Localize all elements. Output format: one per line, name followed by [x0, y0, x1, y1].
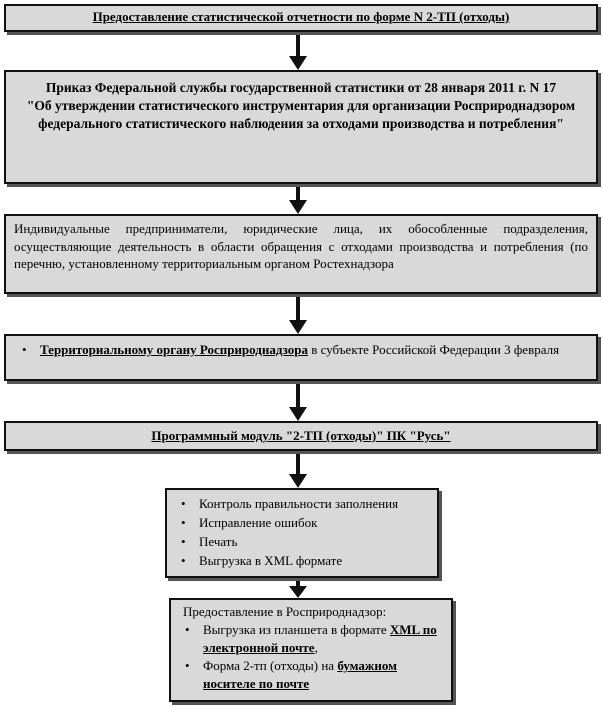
list-item [16, 341, 586, 359]
reporting-entities-text: Индивидуальные предприниматели, юридические лица, их обособленные подразделения, осуществляющие деятельность в области обращения с отходами производства и потребления (по перечню, установленному территориальным органом Ростехнадзора [14, 221, 588, 271]
list-item: • Исправление ошибок [175, 513, 429, 532]
submission-deadline: в субъекте Российской Федерации 3 февраля [307, 342, 560, 357]
report-form-box [4, 4, 598, 32]
submission-heading: Предоставление в Росприроднадзор: [183, 604, 387, 619]
module-functions-list [175, 494, 429, 570]
software-module-box [4, 421, 598, 451]
arrow-4 [289, 383, 307, 421]
submission-methods-box [169, 598, 453, 702]
list-item: • Контроль правильности заполнения [175, 494, 429, 513]
software-module-title: Программный модуль "2-ТП (отходы)" ПК "Русь" [151, 428, 451, 443]
arrow-3 [289, 296, 307, 334]
arrow-5 [289, 453, 307, 488]
report-form-title: Предоставление статистической отчетности по форме N 2-ТП (отходы) [92, 9, 510, 24]
paper-form-text: Форма 2-тп (отходы) на [203, 658, 338, 673]
list-item [179, 621, 443, 657]
arrow-6 [289, 580, 307, 598]
submission-methods-list [179, 621, 443, 693]
list-item: • Выгрузка в XML формате [175, 551, 429, 570]
xml-upload-comma: , [314, 640, 318, 655]
submission-target-list [16, 341, 586, 359]
order-title: Приказ Федеральной службы государственной статистики от 28 января 2011 г. N 17 [45, 80, 557, 95]
list-item: • Печать [175, 532, 429, 551]
arrow-2 [289, 186, 307, 214]
xml-upload-text: Выгрузка из планшета в формате [203, 622, 390, 637]
territorial-body-link[interactable]: Территориальному органу Росприроднадзора [40, 342, 308, 357]
module-functions-box [165, 488, 439, 578]
paper-mail-link[interactable]: бумажном носителе по почте [203, 658, 397, 691]
arrow-1 [289, 34, 307, 70]
reporting-entities-box [4, 214, 598, 294]
submission-target-box [4, 334, 598, 381]
xml-email-link[interactable]: XML по электронной почте [203, 622, 437, 655]
list-item [179, 657, 443, 693]
order-subject: "Об утверждении статистического инструментария для организации Росприроднадзором федерального статистического наблюдения за отходами производства и потребления" [26, 98, 576, 131]
order-box [4, 70, 598, 184]
